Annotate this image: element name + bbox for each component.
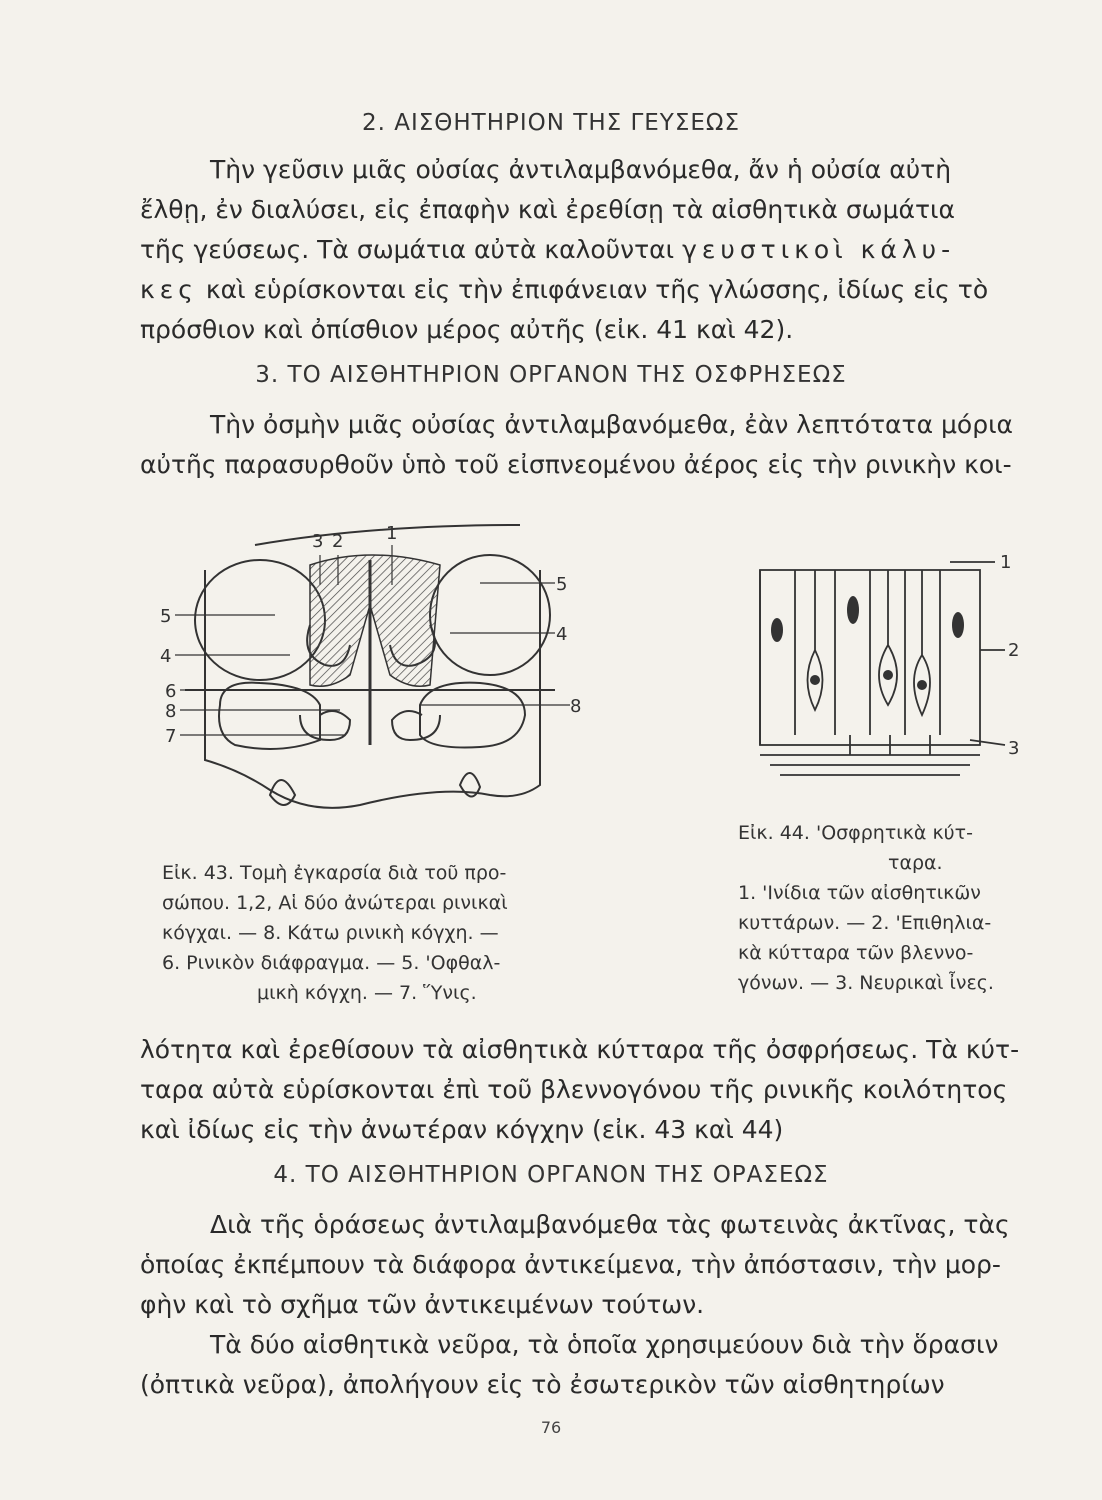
paragraph-taste: [140, 150, 1040, 350]
cell-nucleus: [847, 596, 859, 624]
paragraph-smell-continued: [140, 1030, 1040, 1150]
olfactory-cell: [808, 570, 823, 710]
text-line: ὁποίας ἐκπέμπουν τὰ διάφορα ἀντικείμενα, τὴν ἀπόστασιν, τὴν μορ-: [140, 1250, 1001, 1279]
text-line: ἔλθῃ, ἐν διαλύσει, εἰς ἐπαφὴν καὶ ἐρεθίσῃ τὰ αἰσθητικὰ σωμάτια: [140, 195, 955, 224]
figure-label: 2: [332, 531, 344, 552]
text-line: Τὴν ὀσμὴν μιᾶς οὐσίας ἀντιλαμβανόμεθα, ἐὰν λεπτότατα μόρια: [210, 410, 1014, 439]
section-heading-vision: 4. ΤΟ ΑΙΣΘΗΤΗΡΙΟΝ ΟΡΓΑΝΟΝ ΤΗΣ ΟΡΑΣΕΩΣ: [273, 1162, 829, 1188]
caption-line: κυττάρων. — 2. 'Επιθηλια-: [738, 912, 992, 934]
figure-label: 8: [570, 696, 582, 717]
cell-nucleus: [917, 680, 927, 690]
figure-label: 3: [1008, 738, 1020, 759]
text-line: κες καὶ εὑρίσκονται εἰς τὴν ἐπιφάνειαν τῆς γλώσσης, ἰδίως εἰς τὸ: [140, 275, 989, 304]
figure-43-nasal-section: [160, 515, 580, 845]
spaced-term: γευστικοὶ κάλυ-: [682, 235, 956, 264]
spaced-term: κες: [140, 275, 198, 304]
figure-label: 4: [556, 624, 568, 645]
figure-44-olfactory-cells: [750, 550, 1030, 795]
right-sinus: [420, 683, 525, 748]
cell-nucleus: [771, 618, 783, 642]
text-line: καὶ ἰδίως εἰς τὴν ἀνωτέραν κόγχην (εἰκ. 43 καὶ 44): [140, 1115, 784, 1144]
left-sinus: [219, 683, 320, 749]
right-orbit: [430, 555, 550, 675]
figure-label: 3: [312, 531, 324, 552]
caption-line: 1. 'Ινίδια τῶν αἰσθητικῶν: [738, 882, 981, 904]
left-orbit: [195, 560, 325, 680]
figure-label: 5: [556, 574, 568, 595]
figure-43-caption: [162, 858, 612, 1008]
caption-line: κὰ κύτταρα τῶν βλεννο-: [738, 942, 974, 964]
figure-label: 1: [1000, 552, 1012, 573]
ethmoid-hatch: [310, 555, 440, 686]
caption-line: μικὴ κόγχη. — 7. Ὕνις.: [257, 982, 477, 1004]
caption-line: σώπου. 1,2, Αἱ δύο ἀνώτεραι ρινικαὶ: [162, 892, 508, 914]
figure-label: 2: [1008, 640, 1020, 661]
text-line: (ὀπτικὰ νεῦρα), ἀπολήγουν εἰς τὸ ἐσωτερικὸν τῶν αἰσθητηρίων: [140, 1370, 945, 1399]
caption-line: 6. Ρινικὸν διάφραγμα. — 5. 'Οφθαλ-: [162, 952, 501, 974]
figure-label: 6: [165, 681, 177, 702]
caption-line: κόγχαι. — 8. Κάτω ρινικὴ κόγχη. —: [162, 922, 499, 944]
right-inferior-concha: [392, 711, 440, 740]
figure-label: 1: [386, 523, 398, 544]
text-line: λότητα καὶ ἐρεθίσουν τὰ αἰσθητικὰ κύτταρα τῆς ὀσφρήσεως. Τὰ κύτ-: [140, 1035, 1020, 1064]
olfactory-cell: [914, 570, 930, 715]
olfactory-cell: [879, 570, 897, 705]
figure-label: 5: [160, 606, 172, 627]
text-line: Τὰ δύο αἰσθητικὰ νεῦρα, τὰ ὁποῖα χρησιμεύουν διὰ τὴν ὅρασιν: [210, 1330, 999, 1359]
section-heading-smell: 3. ΤΟ ΑΙΣΘΗΤΗΡΙΟΝ ΟΡΓΑΝΟΝ ΤΗΣ ΟΣΦΡΗΣΕΩΣ: [255, 362, 847, 388]
page-number: 76: [540, 1418, 562, 1437]
figure-label: 8: [165, 701, 177, 722]
text-fragment: τῆς γεύσεως. Τὰ σωμάτια αὐτὰ καλοῦνται: [140, 235, 675, 264]
text-line: Διὰ τῆς ὁράσεως ἀντιλαμβανόμεθα τὰς φωτεινὰς ἀκτῖνας, τὰς: [210, 1210, 1010, 1239]
text-line: πρόσθιον καὶ ὀπίσθιον μέρος αὐτῆς (εἰκ. 41 καὶ 42).: [140, 315, 794, 344]
text-line: φὴν καὶ τὸ σχῆμα τῶν ἀντικειμένων τούτων.: [140, 1290, 705, 1319]
caption-line: Εἰκ. 44. 'Οσφρητικὰ κύτ-: [738, 822, 973, 844]
section-heading-taste: 2. ΑΙΣΘΗΤΗΡΙΟΝ ΤΗΣ ΓΕΥΣΕΩΣ: [361, 110, 741, 136]
caption-line: Εἰκ. 43. Τομὴ ἐγκαρσία διὰ τοῦ προ-: [162, 862, 507, 884]
left-inferior-concha: [300, 711, 350, 740]
figure-label: 7: [165, 726, 177, 747]
cell-nucleus: [810, 675, 820, 685]
text-line: Τὴν γεῦσιν μιᾶς οὐσίας ἀντιλαμβανόμεθα, ἄν ἡ οὐσία αὐτὴ: [210, 155, 952, 184]
figure-label: 4: [160, 646, 172, 667]
paragraph-vision: [140, 1205, 1040, 1405]
paragraph-smell: [140, 405, 1040, 485]
cell-nucleus: [952, 612, 964, 638]
nerve-fibers: [760, 735, 980, 775]
cell-nucleus: [883, 670, 893, 680]
text-line: αὐτῆς παρασυρθοῦν ὑπὸ τοῦ εἰσπνεομένου ἀέρος εἰς τὴν ρινικὴν κοι-: [140, 450, 1012, 479]
caption-line: γόνων. — 3. Νευρικαὶ ἶνες.: [738, 972, 994, 994]
caption-line: ταρα.: [888, 852, 943, 874]
text-line: ταρα αὐτὰ εὑρίσκονται ἐπὶ τοῦ βλεννογόνου τῆς ρινικῆς κοιλότητος: [140, 1075, 1008, 1104]
figure-44-caption: [738, 818, 1038, 998]
text-line: [140, 230, 1040, 270]
